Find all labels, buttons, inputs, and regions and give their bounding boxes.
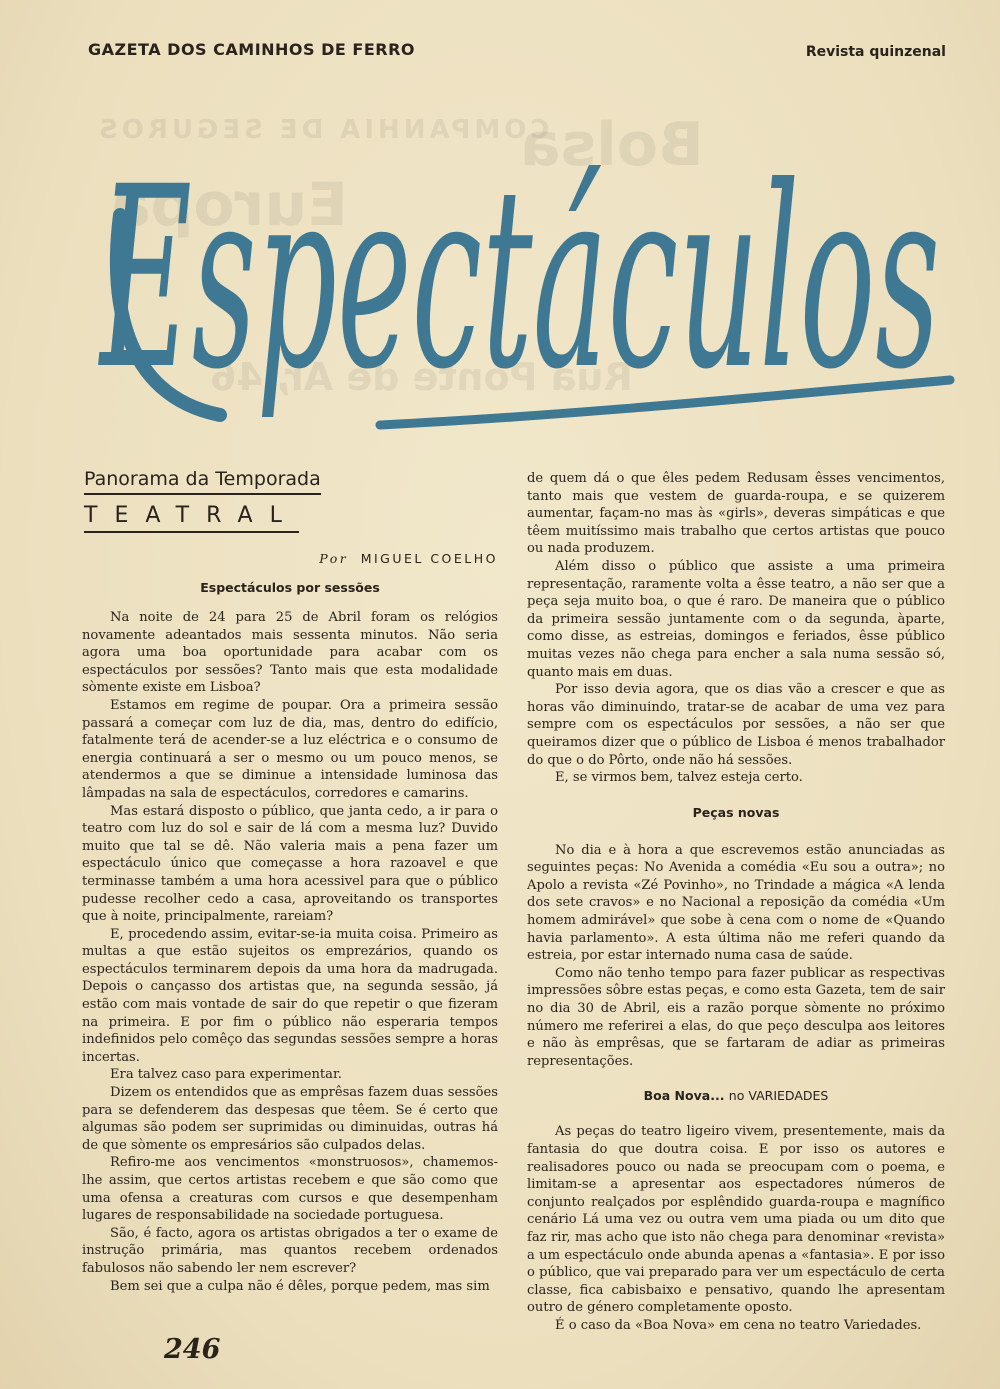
subhead-boa-nova-title: Boa Nova... — [643, 1088, 725, 1104]
paragraph: Além disso o público que assiste a uma primeira representação, raramente volta a êsse teatro, a não ser que a peça seja muito boa, o que é raro. De maneira que o público da primeira sessão juntamente com o da segunda, àparte, como disse, as estreias, domingos e feriados, êsse público muitas vezes não chega para encher a sala numa sessão só, quanto mais em duas. — [527, 558, 945, 680]
paragraph: Refiro-me aos vencimentos «monstruosos», chamemos-lhe assim, que certos artistas recebem e que são como que uma ofensa a creaturas com cursos e que desempenham lugares de responsabilidade na sociedade portuguesa. — [82, 1155, 498, 1224]
bleed-through-text: Europa — [110, 170, 348, 240]
title-text: Espectáculos — [97, 133, 941, 424]
paragraph: São, é facto, agora os artistas obrigados a ter o exame de instrução primária, mas quantos recebem ordenados fabulosos não sabendo ler nem escrever? — [82, 1225, 498, 1276]
paragraph: de quem dá o que êles pedem Redusam êsses vencimentos, tanto mais que vestem de guarda-roupa, e se quizerem aumentar, façam-no mas às «girls», deveras simpáticas e que têem muitíssimo mais trabalho que certos artistas que pouco ou nada produzem. — [527, 471, 945, 557]
subhead-new-plays: Peças novas — [692, 804, 780, 820]
author-name: MIGUEL COELHO — [360, 551, 498, 566]
paragraph: Mas estará disposto o público, que janta cedo, a ir para o teatro com luz do sol e sair de lá com a mesma luz? Duvido muito que tal se dê. Não valeria mais a pena fazer um espectáculo único que começasse a hora razoavel e que terminasse também a uma hora acessivel para que o público pudesse recolher cedo a casa, aproveitando os transportes que à noite, principalmente, rareiam? — [82, 803, 498, 925]
bleed-through-text: COMPANHIA DE SEGUROS — [95, 115, 550, 145]
paragraph: Estamos em regime de poupar. Ora a primeira sessão passará a começar com luz de dia, mas, dentro do edifício, fatalmente terá de acender-se a luz eléctrica e o consumo de energia continuará a ser o mesmo ou um pouco menos, se atendermos a que se diminue a intensidade luminosa das lâmpadas na sala de espectáculos, corredores e camarins. — [82, 697, 498, 801]
paragraph: Bem sei que a culpa não é dêles, porque pedem, mas sim — [110, 1278, 490, 1294]
paragraph: Por isso devia agora, que os dias vão a crescer e que as horas vão diminuindo, tratar-se de acabar de uma vez para sempre com os espectáculos por sessões, a não ser que queiramos dizer que o público de Lisboa é menos trabalhador do que o do Pôrto, onde não há sessões. — [527, 682, 945, 768]
paragraph: Como não tenho tempo para fazer publicar as respectivas impressões sôbre estas peças, e como esta Gazeta, tem de sair no dia 30 de Abril, eis a razão porque sòmente no próximo número me referirei a elas, do que peço desculpa aos leitores e não às emprêsas, que se fartaram de adiar as primeiras representações. — [527, 965, 945, 1069]
paragraph: E, procedendo assim, evitar-se-ia muita coisa. Primeiro as multas a que estão sujeitos os emprezários, quando os espectáculos terminarem depois da uma hora da madrugada. Depois o cançasso dos artistas que, na segunda sessão, já estão com mais vontade de sair do que repetir o que fizeram na primeira. E por fim o público não esperaria tempos indefinidos pelo comêço das segundas sessões sempre a horas incertas. — [82, 926, 498, 1065]
subhead-sessions: Espectáculos por sessões — [200, 580, 380, 595]
article-heading: TEATRAL — [84, 503, 299, 533]
paragraph: É o caso da «Boa Nova» em cena no teatro Variedades. — [555, 1317, 922, 1333]
right-column — [527, 470, 945, 1335]
byline — [82, 551, 498, 566]
journal-name: GAZETA DOS CAMINHOS DE FERRO — [88, 40, 416, 59]
subhead-boa-nova-venue: no VARIEDADES — [728, 1088, 829, 1104]
left-column — [82, 468, 498, 1295]
paragraph: Na noite de 24 para 25 de Abril foram os relógios novamente adeantados mais sessenta minutos. Não seria agora uma boa oportunidade para acabar com os espectáculos por sessões? Tanto mais que esta modalidade sòmente existe em Lisboa? — [82, 610, 498, 696]
bleed-through-text: Bolsa — [520, 110, 704, 180]
paragraph: No dia e à hora a que escrevemos estão anunciadas as seguintes peças: No Avenida a comédia «Eu sou a outra»; no Apolo a revista «Zé Povinho», no Trindade a mágica «A lenda dos sete cravos» e no Nacional a reposição da comédia «Um homem admirável» que sobe à cena com o nome de «Quando havia parlamento». A esta última não me referi quando da estreia, por estar internado numa casa de saúde. — [527, 842, 945, 964]
byline-prefix: Por — [319, 551, 349, 566]
periodicity: Revista quinzenal — [805, 44, 946, 60]
paragraph: Era talvez caso para experimentar. — [110, 1067, 342, 1083]
subhead-boa-nova — [527, 1088, 945, 1103]
article-kicker: Panorama da Temporada — [84, 468, 321, 495]
title-script — [80, 95, 960, 465]
paragraph: E, se virmos bem, talvez esteja certo. — [555, 770, 803, 786]
paragraph: As peças do teatro ligeiro vivem, presentemente, mais da fantasia do que doutra coisa. E por isso os autores e realisadores pouco ou nada se preocupam com o poema, e limitam-se a apresentar aos espectadores números de conjunto realçados por esplêndido guarda-roupa e magnífico cenário Lá uma vez ou outra vem uma piada ou um dito que faz rir, mas acho que isto não chega para denominar «revista» a um espectáculo onde abunda apenas a «fantasia». E por isso o público, que vai preparado para ver um espectáculo de certa classe, fica cabisbaixo e pensativo, quando lhe apresentam outro de género completamente oposto. — [527, 1124, 945, 1316]
bleed-through-text: Rua Ponte de Ar, 46 — [210, 355, 633, 399]
paragraph: Dizem os entendidos que as emprêsas fazem duas sessões para se defenderem das despesas que têem. Se é certo que algumas são podem ser suprimidas ou diminuidas, outras há de que sòmente os empresários são culpados delas. — [82, 1085, 498, 1153]
page-number: 246 — [164, 1334, 221, 1365]
